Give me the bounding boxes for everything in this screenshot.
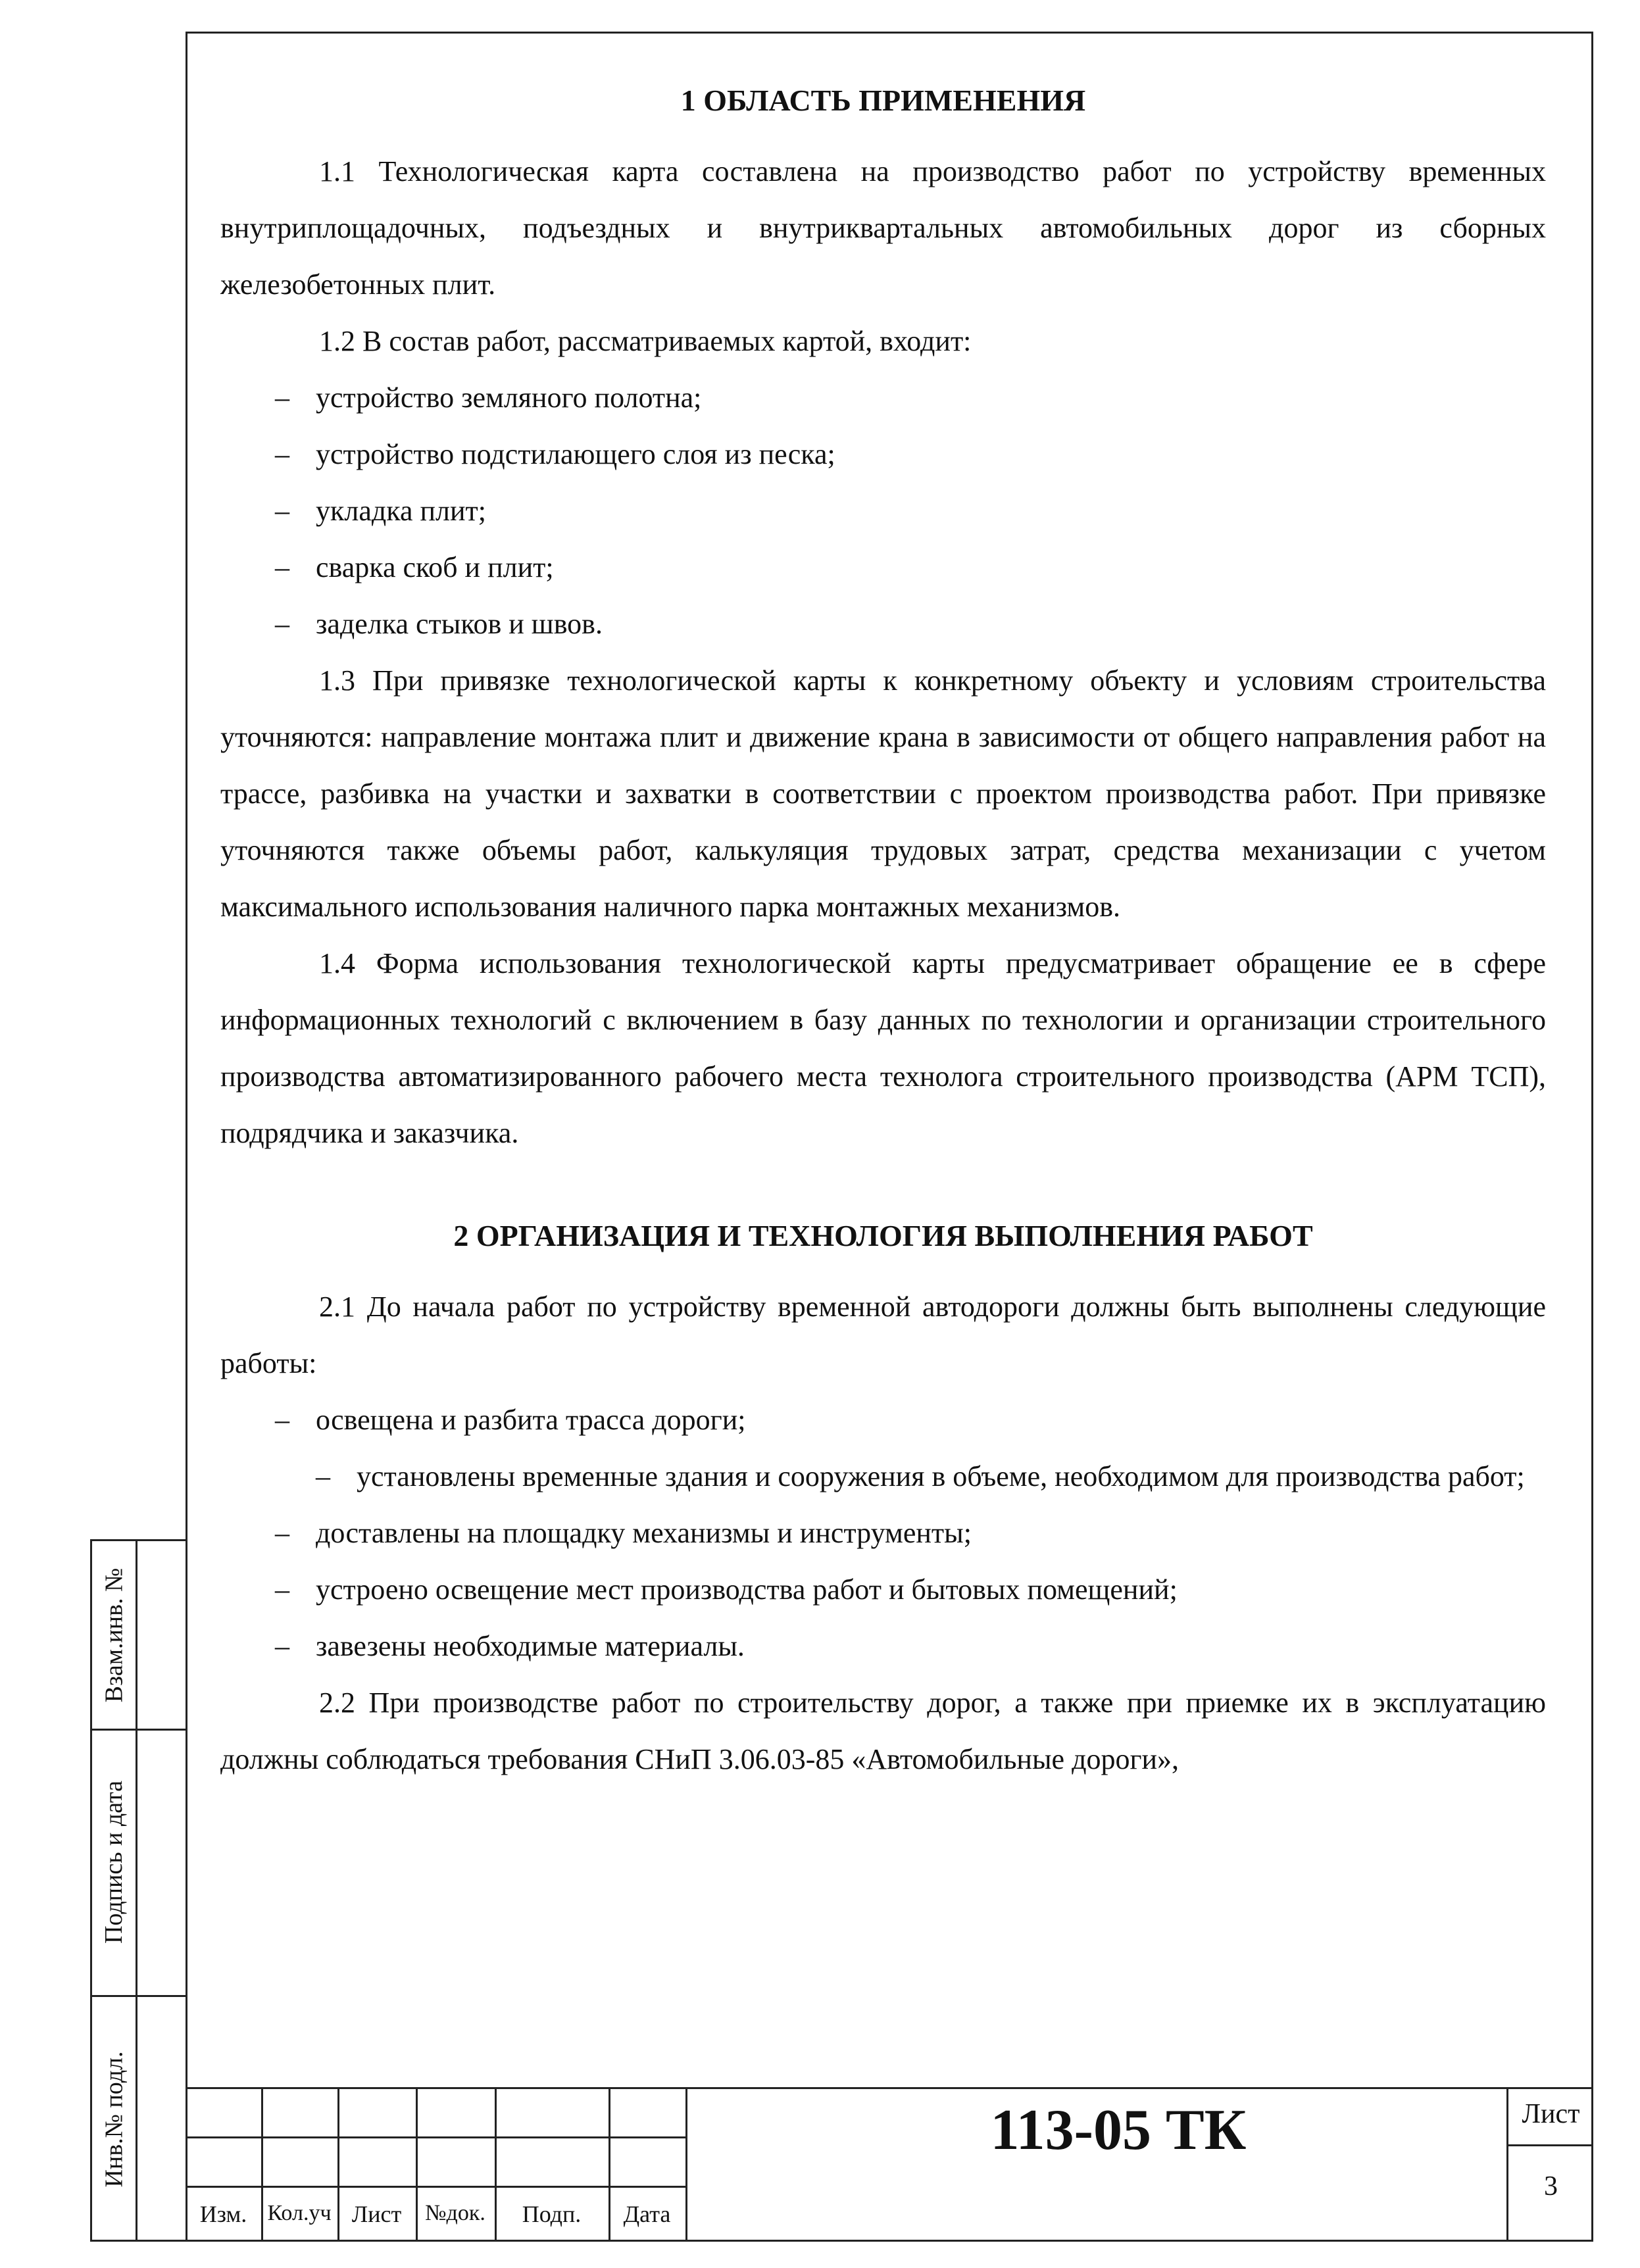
- paragraph-1-4: 1.4 Форма использования технологической карты предусматривает обращение ее в сфере информационных технологий с включением в базу данных по технологии и организации строительного производства автоматизированного рабочего места технолога строительного производства (АРМ ТСП), подрядчика и заказчика.: [220, 947, 1546, 1149]
- paragraph-2-2: 2.2 При производстве работ по строительству дорог, а также при приемке их в эксплуатацию должны соблюдаться требования СНиП 3.06.03-85 «Автомобильные дороги»,: [220, 1687, 1546, 1775]
- section-1-heading: 1 ОБЛАСТЬ ПРИМЕНЕНИЯ: [680, 84, 1086, 117]
- list-item: – устройство земляного полотна;: [275, 382, 702, 414]
- list-item: – устроено освещение мест производства работ и бытовых помещений;: [275, 1573, 1178, 1606]
- col-ndok-label: №док.: [425, 2201, 485, 2225]
- col-kol-label: Кол.уч: [267, 2201, 332, 2225]
- stamp-vzam-label: Взам.инв. №: [100, 1567, 128, 1702]
- col-izm-label: Изм.: [199, 2201, 247, 2227]
- list-item: – заделка стыков и швов.: [275, 608, 603, 640]
- list-item: – устройство подстилающего слоя из песка;: [275, 438, 835, 470]
- list-item: – сварка скоб и плит;: [275, 551, 554, 583]
- list-item: – доставлены на площадку механизмы и инструменты;: [275, 1517, 972, 1549]
- list-item: – установлены временные здания и сооружения в объеме, необходимом для производства работ;: [316, 1460, 1525, 1492]
- list-item: – укладка плит;: [275, 495, 486, 527]
- margin-stamp: [90, 1539, 186, 2242]
- list-item: – завезены необходимые материалы.: [275, 1630, 745, 1662]
- stamp-podpis-label: Подпись и дата: [100, 1780, 128, 1944]
- document-body: [220, 72, 1546, 1788]
- sheet-number: 3: [1544, 2171, 1558, 2202]
- col-data-label: Дата: [623, 2201, 671, 2227]
- stamp-inv-label: Инв.№ подл.: [100, 2051, 128, 2188]
- col-podp-label: Подп.: [522, 2201, 582, 2227]
- document-code: 113-05 ТК: [990, 2098, 1247, 2162]
- paragraph-2-1: 2.1 До начала работ по устройству временной автодороги должны быть выполнены следующие работы:: [220, 1291, 1546, 1379]
- paragraph-1-1: 1.1 Технологическая карта составлена на производство работ по устройству временных внутриплощадочных, подъездных и внутриквартальных автомобильных дорог из сборных железобетонных плит.: [220, 155, 1546, 301]
- section-2-heading: 2 ОРГАНИЗАЦИЯ И ТЕХНОЛОГИЯ ВЫПОЛНЕНИЯ РАБОТ: [453, 1219, 1313, 1252]
- col-list-label: Лист: [351, 2201, 402, 2227]
- paragraph-1-3: 1.3 При привязке технологической карты к конкретному объекту и условиям строительства уточняются: направление монтажа плит и движение крана в зависимости от общего направления работ на трассе, разбивка на участки и захватки в соответствии с проектом производства работ. При привязке уточняются также объемы работ, калькуляция трудовых затрат, средства механизации с учетом максимального использования наличного парка монтажных механизмов.: [220, 664, 1546, 923]
- sheet-label: Лист: [1522, 2099, 1580, 2129]
- paragraph-1-2: 1.2 В состав работ, рассматриваемых картой, входит:: [319, 325, 972, 357]
- list-item: – освещена и разбита трасса дороги;: [275, 1404, 746, 1436]
